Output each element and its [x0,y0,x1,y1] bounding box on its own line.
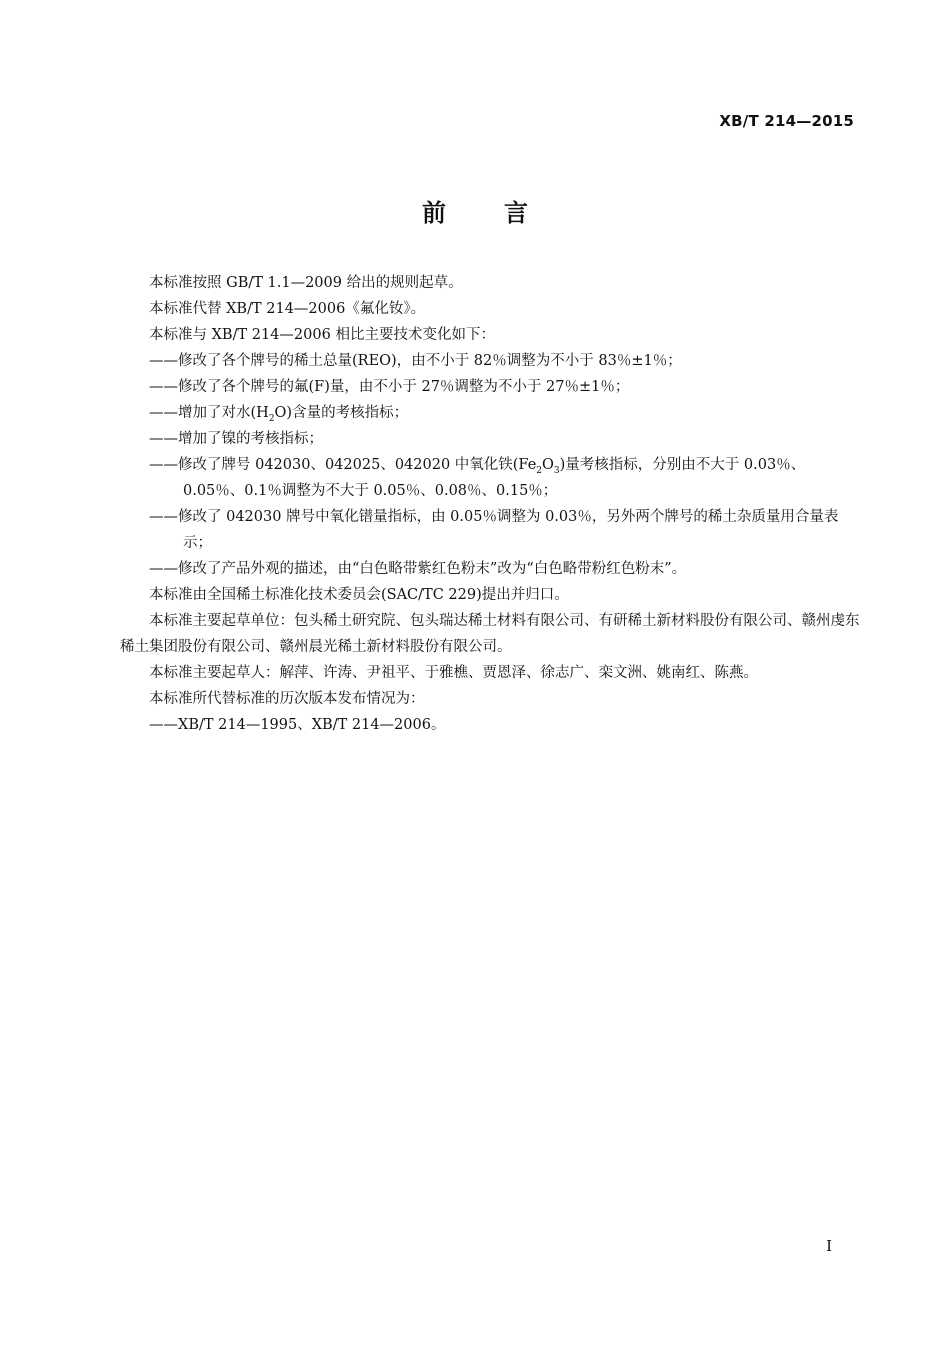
title-char-2: 言 [504,199,528,227]
page-number: I [826,1237,832,1255]
change-item-appearance: ——修改了产品外观的描述，由“白色略带紫红色粉末”改为“白色略带粉红色粉末”。 [149,561,687,577]
change-item-praseodymium: ——修改了 042030 牌号中氧化镨量指标，由 0.05％调整为 0.03％，另外两个牌号的稀土杂质量用合量表示； [149,509,839,551]
paragraph-proposed-by: 本标准由全国稀土标准化技术委员会(SAC/TC 229)提出并归口。 [149,587,569,603]
standard-code: XB/T 214—2015 [719,112,854,130]
paragraph-replaces: 本标准代替 XB/T 214—2006《氟化钕》。 [149,301,426,317]
change-item-reo: ——修改了各个牌号的稀土总量(REO)，由不小于 82％调整为不小于 83％±1％； [149,353,682,369]
paragraph-history-intro: 本标准所代替标准的历次版本发布情况为： [149,691,425,707]
change-item-iron-oxide: ——修改了牌号 042030、042025、042020 中氧化铁$(Fe_2O_3)$量考核指标，分别由不大于 0.03％、0.05％、0.1％调整为不大于 0.05％、0.08％、0.15％； [149,457,806,499]
history-item: ——XB/T 214—1995、XB/T 214—2006。 [149,717,446,733]
foreword-body [120,270,860,738]
paragraph-changes-intro: 本标准与 XB/T 214—2006 相比主要技术变化如下： [149,327,495,343]
change-item-fluorine: ——修改了各个牌号的氟(F)量，由不小于 27％调整为不小于 27％±1％； [149,379,630,395]
paragraph-drafting-rules: 本标准按照 GB/T 1.1—2009 给出的规则起草。 [149,275,463,291]
change-item-water: ——增加了对水$(H_2O)$含量的考核指标； [149,405,409,424]
paragraph-drafting-units: 本标准主要起草单位：包头稀土研究院、包头瑞达稀土材料有限公司、有研稀土新材料股份有限公司、赣州虔东稀土集团股份有限公司、赣州晨光稀土新材料股份有限公司。 [120,613,860,655]
page-title [0,193,950,228]
change-item-nickel: ——增加了镍的考核指标； [149,431,323,447]
title-char-1: 前 [422,199,446,227]
paragraph-drafters: 本标准主要起草人：解萍、许涛、尹祖平、于雅樵、贾恩泽、徐志广、栾文洲、姚南红、陈燕。 [149,665,758,681]
